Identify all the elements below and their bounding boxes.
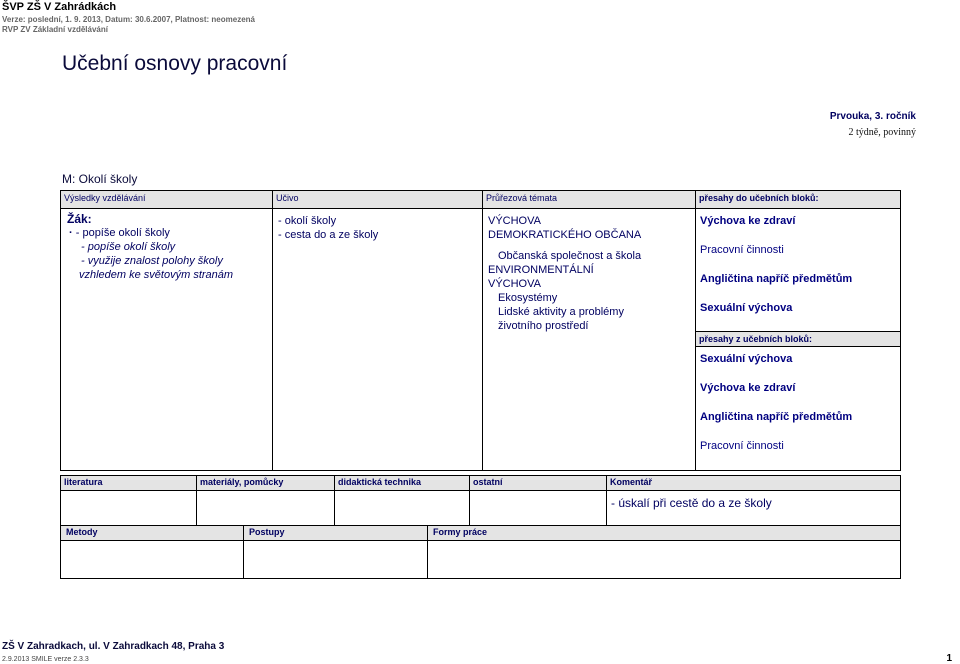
header-other: ostatní (470, 476, 607, 491)
comment-text: - úskalí při cestě do a ze školy (611, 496, 772, 510)
module-title: M: Okolí školy (62, 172, 138, 186)
footer-address: ZŠ V Zahradkach, ul. V Zahradkach 48, Praha 3 (2, 641, 225, 652)
header-outcomes: Výsledky vzdělávání (61, 191, 273, 209)
link-from-item: Angličtina napříč předmětům (700, 411, 853, 423)
methods-cell (61, 541, 244, 579)
resources-table (60, 475, 901, 529)
footer-software: 2.9.2013 SMILE verze 2.3.3 (2, 656, 89, 663)
school-name: ŠVP ZŠ V Zahrádkách (2, 1, 117, 13)
theme-item: Ekosystémy (498, 292, 558, 304)
link-from-item: Sexuální výchova (700, 353, 793, 365)
themes-cell (483, 209, 696, 471)
outcomes-cell (61, 209, 273, 471)
theme-name: ENVIRONMENTÁLNÍ (488, 264, 594, 276)
header-materials: materiály, pomůcky (197, 476, 335, 491)
header-comment: Komentář (607, 476, 901, 491)
pupil-label: Žák: (67, 212, 92, 226)
page-number: 1 (946, 653, 952, 664)
outcome-sub-item: - využije znalost polohy školy (81, 255, 223, 267)
link-to-item: Pracovní činnosti (700, 244, 784, 256)
methods-table (60, 525, 901, 579)
work-forms-cell (428, 541, 901, 579)
outcome-sub-item: - popíše okolí školy (81, 241, 176, 253)
link-from-item: Pracovní činnosti (700, 440, 784, 452)
curriculum-item: - okolí školy (278, 215, 337, 227)
header-methods: Metody (61, 526, 244, 541)
subject-grade: Prvouka, 3. ročník (829, 111, 916, 122)
link-to-item: Angličtina napříč předmětům (700, 273, 853, 285)
header-themes: Průřezová témata (483, 191, 696, 209)
hours-info: 2 týdně, povinný (848, 127, 916, 138)
materials-cell (197, 491, 335, 529)
outcome-sub-item: vzhledem ke světovým stranám (79, 269, 234, 281)
comment-cell (607, 491, 901, 529)
link-to-item: Výchova ke zdraví (700, 215, 796, 227)
procedures-cell (244, 541, 428, 579)
link-from-item: Výchova ke zdraví (700, 382, 796, 394)
header-curriculum: Učivo (273, 191, 483, 209)
other-cell (470, 491, 607, 529)
curriculum-item: - cesta do a ze školy (278, 229, 379, 241)
header-procedures: Postupy (244, 526, 428, 541)
outcome-sub-list (81, 240, 272, 282)
theme-name: VÝCHOVA (488, 278, 541, 290)
page-title: Učební osnovy pracovní (62, 52, 288, 75)
technology-cell (335, 491, 470, 529)
header-work-forms: Formy práce (428, 526, 901, 541)
bullet-icon: · (69, 227, 73, 239)
header-links-to: přesahy do učebních bloků: (696, 191, 901, 209)
theme-name: DEMOKRATICKÉHO OBČANA (488, 229, 642, 241)
outcome-main: - popíše okolí školy (75, 227, 170, 239)
theme-item: Občanská společnost a škola (498, 250, 642, 262)
program-line: RVP ZV Základní vzdělávání (2, 25, 108, 34)
header-literature: literatura (61, 476, 197, 491)
curriculum-cell (273, 209, 483, 471)
curriculum-table (60, 190, 901, 471)
theme-item: Lidské aktivity a problémy (498, 306, 624, 318)
link-to-item: Sexuální výchova (700, 302, 793, 314)
version-line: Verze: poslední, 1. 9. 2013, Datum: 30.6.2007, Platnost: neomezená (2, 15, 255, 24)
theme-item: životního prostředí (498, 320, 589, 332)
links-from-header: přesahy z učebních bloků: (696, 331, 900, 347)
literature-cell (61, 491, 197, 529)
theme-name: VÝCHOVA (488, 215, 541, 227)
links-cell (696, 209, 901, 471)
header-technology: didaktická technika (335, 476, 470, 491)
